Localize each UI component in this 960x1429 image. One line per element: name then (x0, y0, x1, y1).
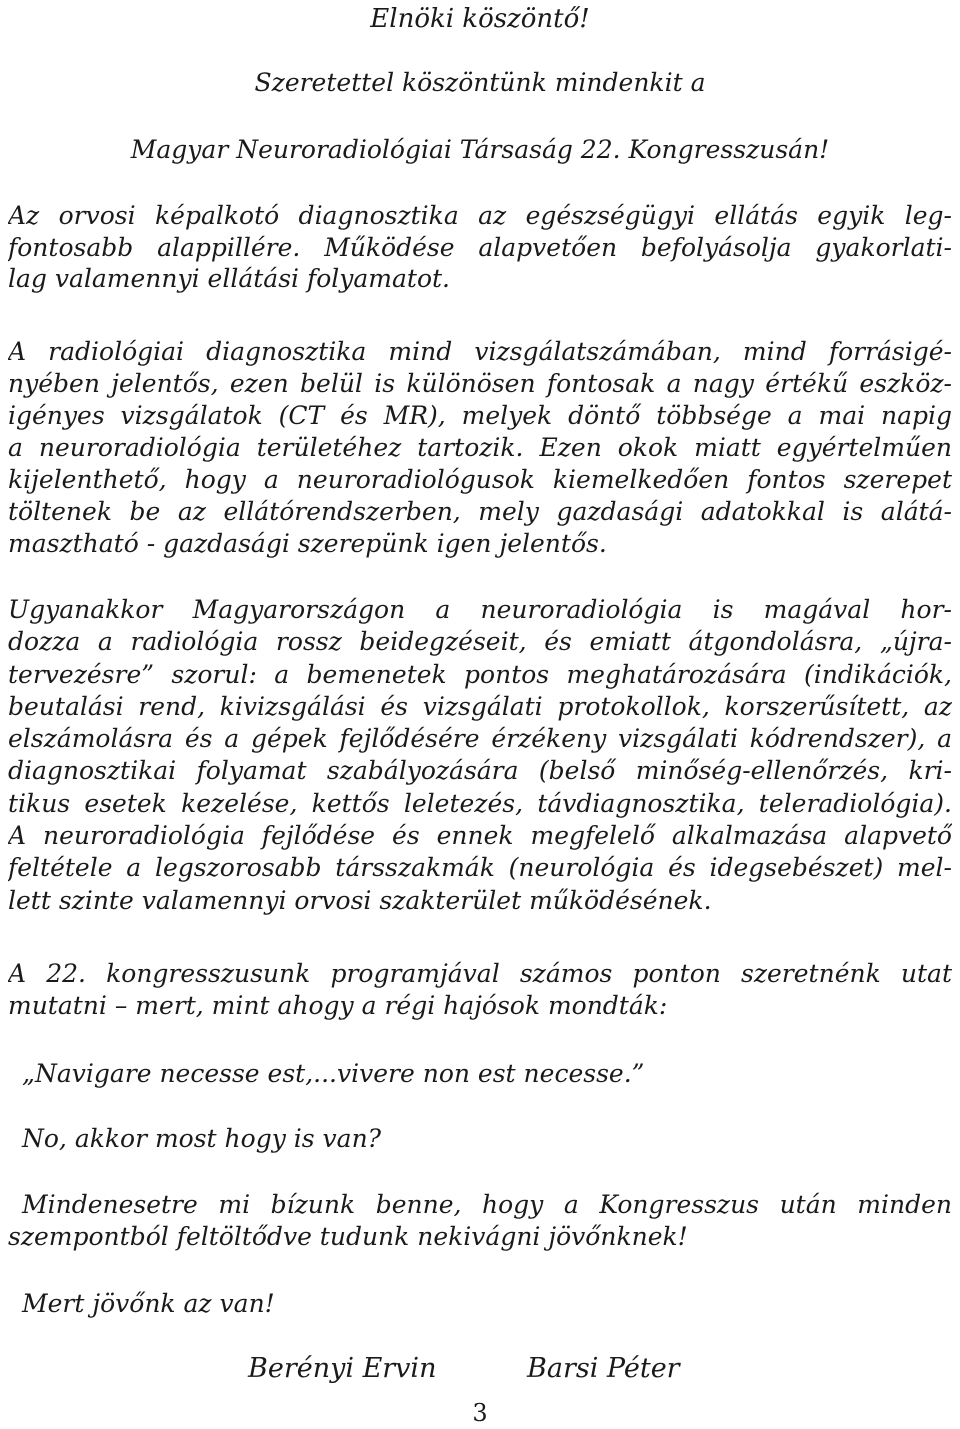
paragraph-line: A radiológiai diagnosztika mind vizsgálatszámában, mind forrásigé- (8, 337, 952, 366)
closing-line: Mert jövőnk az van! (22, 1289, 275, 1318)
paragraph-4 (8, 958, 952, 1022)
page-heading: Elnöki köszöntő! (370, 4, 590, 34)
paragraph-line: tervezésre” szorul: a bemenetek pontos meghatározására (indikációk, (8, 659, 952, 689)
paragraph-line: tikus esetek kezelése, kettős leletezés, távdiagnosztika, teleradiológia). (8, 788, 952, 818)
paragraph-line: lag valamennyi ellátási folyamatot. (8, 264, 450, 293)
paragraph-line: A neuroradiológia fejlődése és ennek megfelelő alkalmazása alapvető (8, 821, 952, 851)
paragraph-line: feltétele a legszorosabb társszakmák (neurológia és idegsebészet) mel- (8, 853, 952, 883)
paragraph-line: masztható - gazdasági szerepünk igen jelentős. (8, 529, 607, 558)
paragraph-2 (8, 336, 952, 560)
paragraph-line: a neuroradiológia területéhez tartozik. Ezen okok miatt egyértelműen (8, 433, 952, 462)
paragraph-line: Mindenesetre mi bízunk benne, hogy a Kongresszus után minden (22, 1190, 952, 1219)
paragraph-line: dozza a radiológia rossz beidegzéseit, és emiatt átgondolásra, „újra- (8, 627, 952, 657)
paragraph-3 (8, 594, 952, 917)
paragraph-line: lett szinte valamennyi orvosi szakterület működésének. (8, 885, 712, 915)
paragraph-1 (8, 200, 952, 295)
paragraph-line: szempontból feltöltődve tudunk nekivágni jövőnknek! (8, 1222, 688, 1251)
paragraph-line: beutalási rend, kivizsgálási és vizsgálati protokollok, korszerűsített, az (8, 691, 952, 721)
paragraph-line: kijelenthető, hogy a neuroradiológusok kiemelkedően fontos szerepet (8, 465, 952, 494)
paragraph-line: Ugyanakkor Magyarországon a neuroradiológia is magával hor- (8, 595, 952, 624)
page-number: 3 (472, 1399, 488, 1427)
paragraph-line: A 22. kongresszusunk programjával számos ponton szeretnénk utat (8, 959, 952, 988)
paragraph-line: töltenek be az ellátórendszerben, mely gazdasági adatokkal is alátá- (8, 497, 952, 526)
latin-quote: „Navigare necesse est,...vivere non est necesse.” (22, 1059, 645, 1088)
paragraph-line: fontosabb alappillére. Működése alapvetően befolyásolja gyakorlati- (8, 232, 952, 262)
greeting-line-2: Magyar Neuroradiológiai Társaság 22. Kongresszusán! (130, 135, 830, 164)
signatory-name: Barsi Péter (527, 1353, 680, 1384)
paragraph-line: nyében jelentős, ezen belül is különösen fontosak a nagy értékű eszköz- (8, 369, 952, 398)
question-line: No, akkor most hogy is van? (22, 1124, 382, 1153)
paragraph-5 (8, 1189, 952, 1253)
paragraph-line: mutatni – mert, mint ahogy a régi hajósok mondták: (8, 991, 668, 1020)
signatory-name: Berényi Ervin (248, 1353, 437, 1384)
paragraph-line: diagnosztikai folyamat szabályozására (belső minőség-ellenőrzés, kri- (8, 756, 952, 786)
greeting-line-1: Szeretettel köszöntünk mindenkit a (254, 68, 706, 97)
paragraph-line: elszámolásra és a gépek fejlődésére érzékeny vizsgálati kódrendszer), a (8, 724, 952, 754)
paragraph-line: igényes vizsgálatok (CT és MR), melyek döntő többsége a mai napig (8, 401, 952, 430)
paragraph-line: Az orvosi képalkotó diagnosztika az egészségügyi ellátás egyik leg- (8, 201, 952, 230)
